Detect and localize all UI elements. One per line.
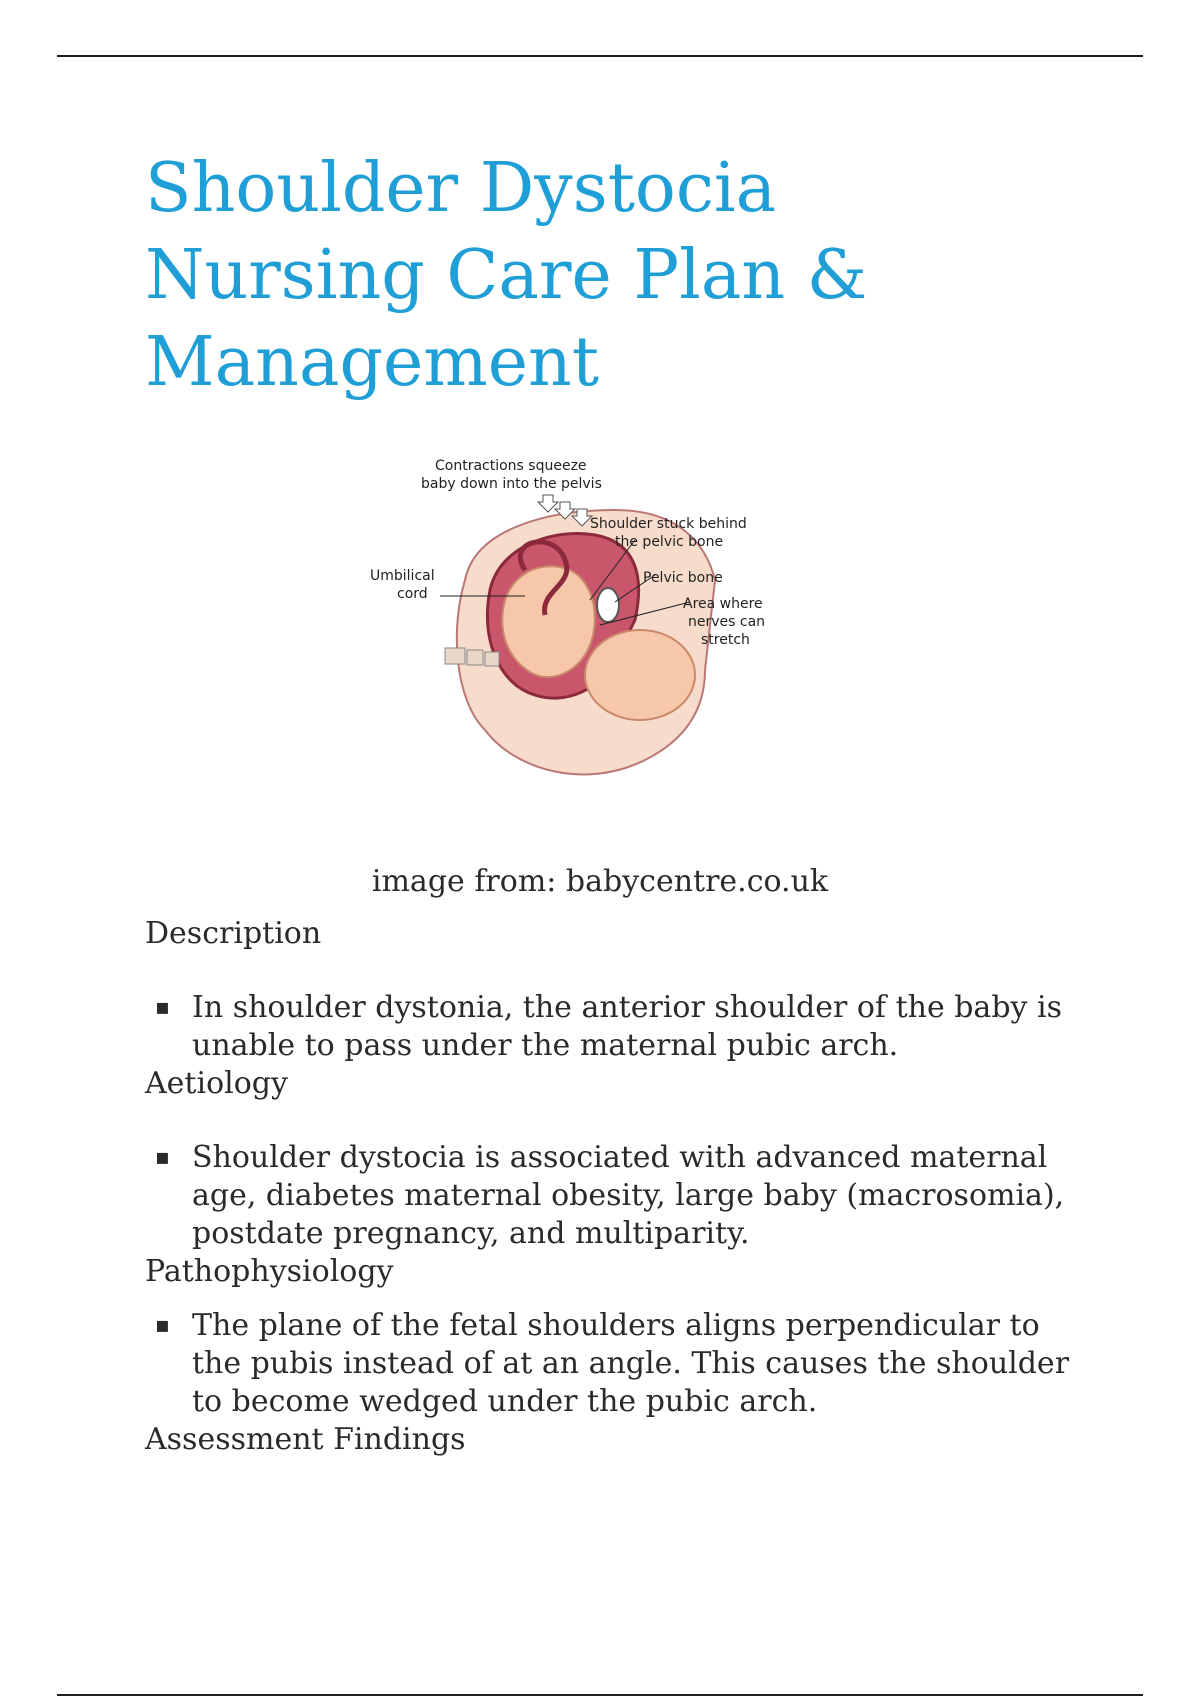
- list-item: [145, 989, 1095, 1065]
- pathophysiology-list: [145, 1307, 1095, 1421]
- label-area-2: nerves can: [688, 614, 766, 630]
- heading-pathophysiology: Pathophysiology: [145, 1254, 394, 1289]
- list-item: [145, 1307, 1095, 1421]
- pelvic-bone: [597, 588, 619, 622]
- top-rule: [57, 55, 1143, 57]
- label-area-1: Area where: [683, 596, 763, 612]
- description-list: [145, 989, 1095, 1065]
- spine-block-1: [445, 648, 465, 664]
- label-umbilical-1: Umbilical: [370, 568, 435, 584]
- heading-aetiology: Aetiology: [145, 1066, 288, 1101]
- label-shoulder-2: the pelvic bone: [615, 534, 724, 550]
- heading-assessment-findings: Assessment Findings: [145, 1422, 466, 1457]
- baby-body: [502, 566, 595, 677]
- bullet-icon: ▪: [155, 1145, 170, 1170]
- aetiology-list: [145, 1139, 1095, 1253]
- image-credit: image from: babycentre.co.uk: [371, 864, 829, 899]
- bullet-text: In shoulder dystonia, the anterior shoulder of the baby is unable to pass under the maternal pubic arch.: [192, 990, 1062, 1063]
- bullet-text: Shoulder dystocia is associated with advanced maternal age, diabetes maternal obesity, large baby (macrosomia), postdate pregnancy, and multiparity.: [192, 1140, 1065, 1251]
- label-pelvic: Pelvic bone: [643, 570, 723, 586]
- heading-description: Description: [145, 916, 322, 951]
- bullet-icon: ▪: [155, 995, 170, 1020]
- page-title: [145, 145, 1095, 406]
- list-item: [145, 1139, 1095, 1253]
- label-contractions-1: Contractions squeeze: [435, 458, 587, 474]
- illustration-svg: [145, 410, 1055, 860]
- bullet-text: The plane of the fetal shoulders aligns perpendicular to the pubis instead of at an angle. This causes the shoulder to become wedged under the pubic arch.: [192, 1308, 1070, 1419]
- spine-block-2: [467, 650, 483, 665]
- document-body: [145, 915, 1095, 1459]
- bullet-icon: ▪: [155, 1313, 170, 1338]
- label-shoulder-1: Shoulder stuck behind: [590, 516, 747, 532]
- baby-head: [585, 630, 695, 720]
- shoulder-dystocia-illustration: [145, 410, 1055, 860]
- spine-block-3: [485, 652, 499, 666]
- bottom-rule: [57, 1694, 1143, 1696]
- title-line-1: Shoulder Dystocia: [145, 149, 777, 228]
- label-area-3: stretch: [701, 632, 750, 648]
- title-line-3: Management: [145, 323, 600, 402]
- label-umbilical-2: cord: [397, 586, 428, 602]
- label-contractions-2: baby down into the pelvis: [421, 476, 602, 492]
- title-line-2: Nursing Care Plan &: [145, 236, 868, 315]
